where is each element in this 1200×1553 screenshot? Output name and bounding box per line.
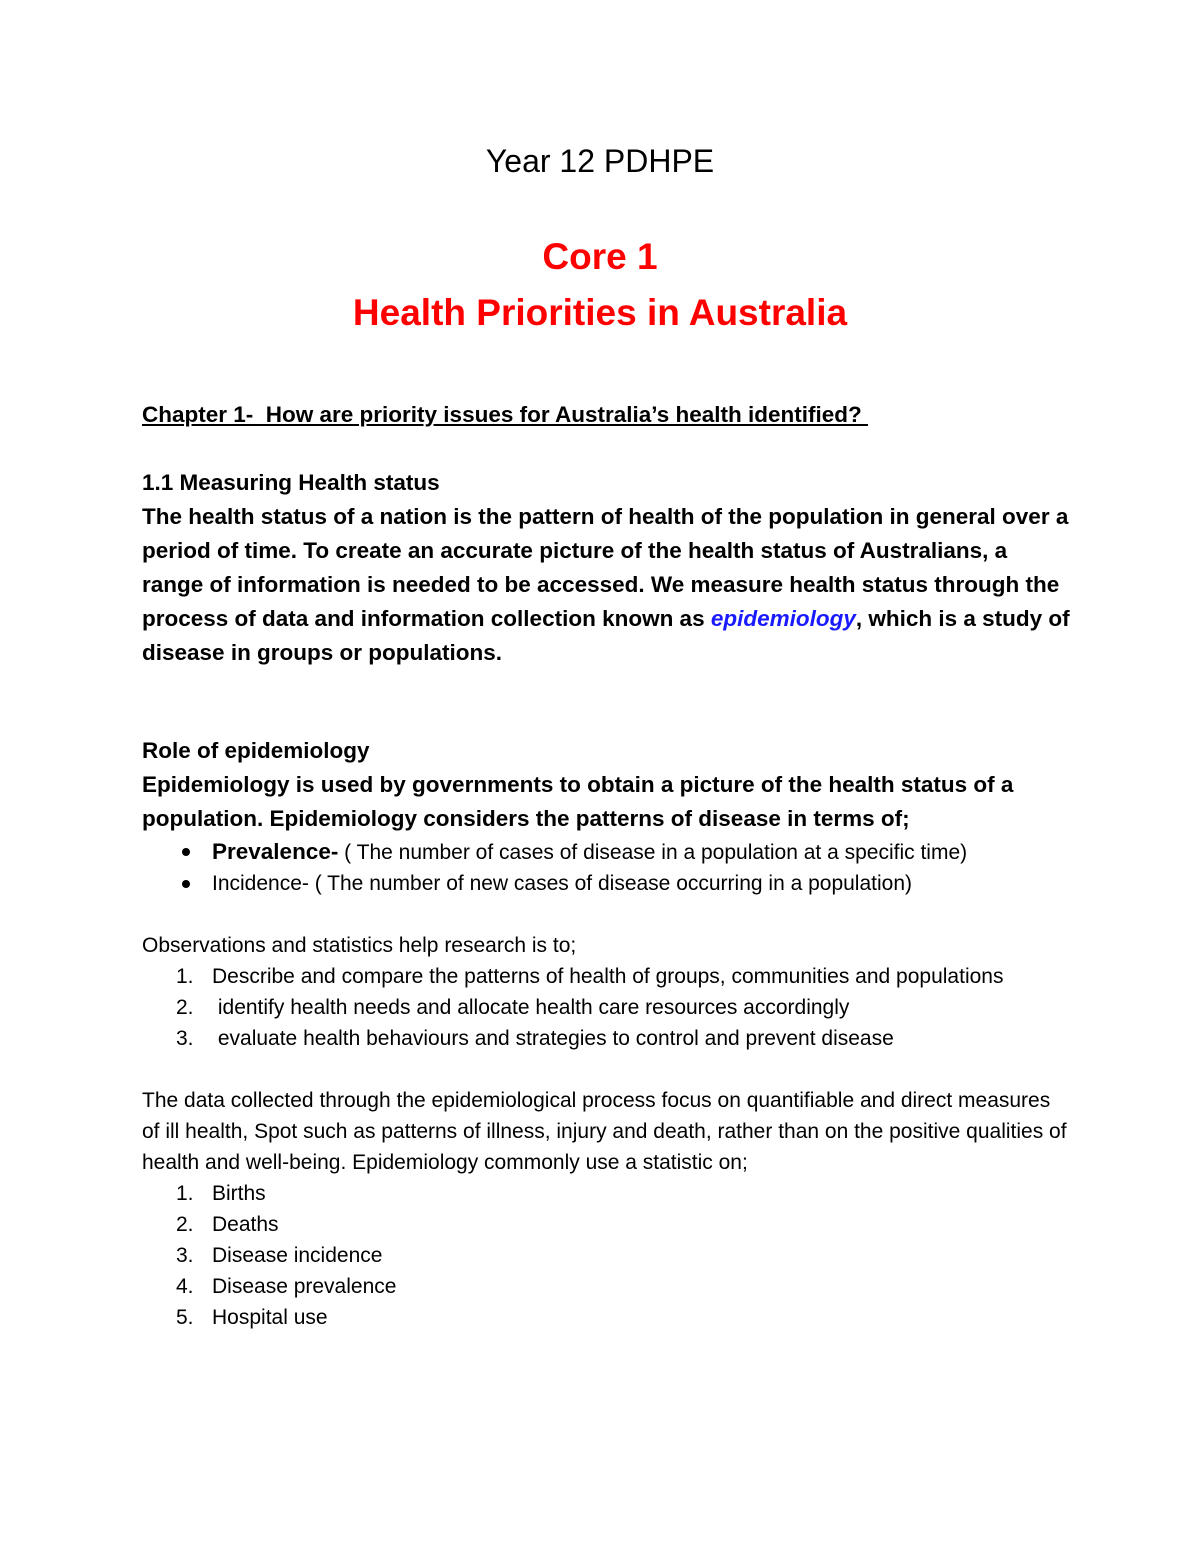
list-item-text: Hospital use [212,1306,328,1329]
prevalence-term: Prevalence- [212,839,339,864]
list-item [142,836,1072,868]
list-item [142,868,1072,899]
list-number: 3. [176,1244,194,1267]
section-1-1-heading: 1.1 Measuring Health status [142,470,440,495]
list-number: 5. [176,1306,194,1329]
document-title: Year 12 PDHPE [485,143,715,179]
role-paragraph: Epidemiology is used by governments to obtain a picture of the health status of a population. Epidemiology considers the patterns of disease in terms of; [142,772,1014,831]
document-body [142,398,1072,1333]
bullet-icon [182,880,190,888]
epidemiology-terms-list [142,836,1072,899]
list-number: 1. [176,965,194,988]
list-item-text: evaluate health behaviours and strategies to control and prevent disease [212,1027,894,1050]
list-item [142,1271,1072,1302]
list-item [142,1302,1072,1333]
section-1-1-text-part2: , which is a study of disease in groups or populations. [142,606,1070,665]
list-item-text: identify health needs and allocate health care resources accordingly [212,996,850,1019]
section-1-1-text-part1: The health status of a nation is the pattern of health of the population in general over a period of time. To create an accurate picture of the health status of Australians, a range of information is needed to be accessed. We measure health status through the process of data and information collection known as [142,504,1069,631]
data-collected-paragraph: The data collected through the epidemiological process focus on quantifiable and direct measures of ill health, Spot such as patterns of illness, injury and death, rather than on the positive qualities of health and well-being. Epidemiology commonly use a statistic on; [142,1089,1067,1174]
list-item [142,1023,1072,1054]
list-item-text: Disease prevalence [212,1275,397,1298]
statistics-list [142,1178,1072,1333]
observations-intro: Observations and statistics help research is to; [142,934,577,957]
list-item [142,961,1072,992]
list-item [142,992,1072,1023]
core-title-line2: Health Priorities in Australia [352,292,848,333]
list-number: 4. [176,1275,194,1298]
list-number: 2. [176,1213,194,1236]
list-item-text: Describe and compare the patterns of health of groups, communities and populations [212,965,1004,988]
core-title-line1: Core 1 [542,236,658,277]
list-number: 1. [176,1182,194,1205]
bullet-icon [182,848,190,856]
incidence-definition: Incidence- ( The number of new cases of disease occurring in a population) [212,872,913,895]
role-heading: Role of epidemiology [142,738,370,763]
list-item-text: Disease incidence [212,1244,383,1267]
observations-list [142,961,1072,1054]
list-item [142,1178,1072,1209]
list-item-text: Deaths [212,1213,279,1236]
list-number: 2. [176,996,194,1019]
chapter-heading: Chapter 1- How are priority issues for Australia’s health identified? [142,402,868,427]
list-item [142,1209,1072,1240]
prevalence-definition: ( The number of cases of disease in a population at a specific time) [338,841,968,864]
list-item [142,1240,1072,1271]
section-1-1-paragraph [142,500,1072,670]
list-item-text: Births [212,1182,266,1205]
epidemiology-term: epidemiology [710,606,856,631]
list-number: 3. [176,1027,194,1050]
